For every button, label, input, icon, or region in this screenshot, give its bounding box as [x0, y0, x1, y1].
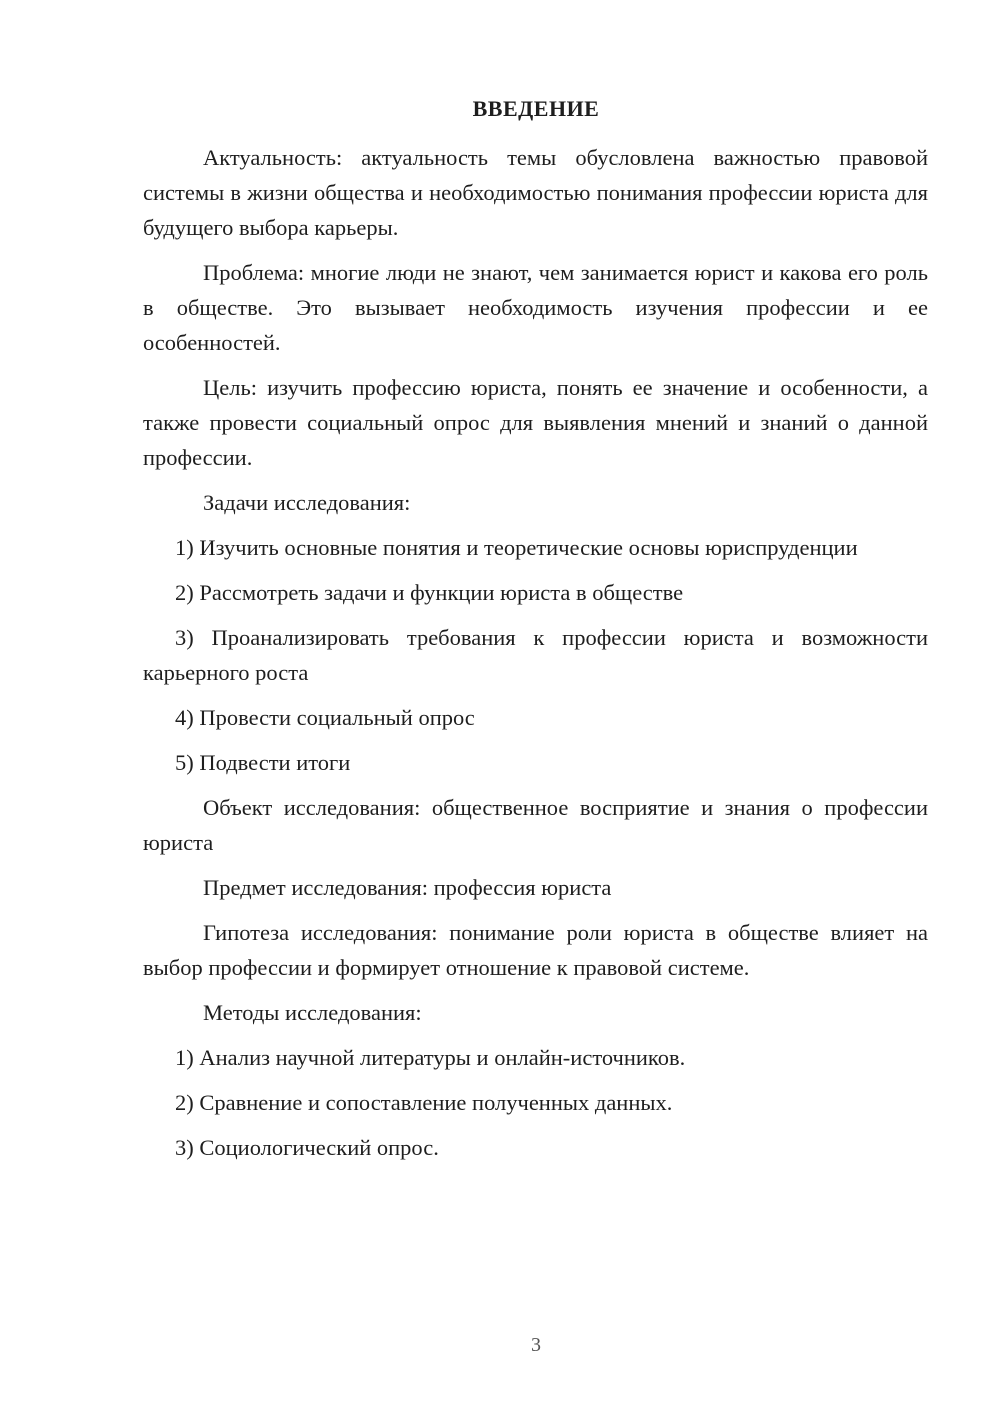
- goal-paragraph: Цель: изучить профессию юриста, понять ее значение и особенности, а также провести социальный опрос для выявления мнений и знаний о данной профессии.: [143, 375, 928, 470]
- method-item: 1) Анализ научной литературы и онлайн-источников.: [175, 1045, 686, 1070]
- relevance-paragraph: Актуальность: актуальность темы обусловлена важностью правовой системы в жизни общества и необходимостью понимания профессии юриста для будущего выбора карьеры.: [143, 145, 928, 240]
- subject-paragraph: Предмет исследования: профессия юриста: [203, 875, 612, 900]
- problem-paragraph: Проблема: многие люди не знают, чем занимается юрист и какова его роль в обществе. Это вызывает необходимость изучения профессии и ее особенностей.: [143, 260, 928, 355]
- document-body: [143, 140, 928, 1175]
- task-item: 2) Рассмотреть задачи и функции юриста в обществе: [175, 580, 684, 605]
- object-paragraph: Объект исследования: общественное восприятие и знания о профессии юриста: [143, 795, 928, 855]
- page-number: 3: [531, 1334, 541, 1356]
- task-item: 4) Провести социальный опрос: [175, 705, 475, 730]
- method-item: 3) Социологический опрос.: [175, 1135, 439, 1160]
- task-item: 1) Изучить основные понятия и теоретические основы юриспруденции: [175, 535, 858, 560]
- hypothesis-paragraph: Гипотеза исследования: понимание роли юриста в обществе влияет на выбор профессии и формирует отношение к правовой системе.: [143, 920, 928, 980]
- task-item: 3) Проанализировать требования к профессии юриста и возможности карьерного роста: [143, 625, 928, 685]
- methods-heading: Методы исследования:: [203, 1000, 422, 1025]
- task-item: 5) Подвести итоги: [175, 750, 351, 775]
- section-title: ВВЕДЕНИЕ: [472, 96, 600, 121]
- tasks-heading: Задачи исследования:: [203, 490, 411, 515]
- method-item: 2) Сравнение и сопоставление полученных данных.: [175, 1090, 673, 1115]
